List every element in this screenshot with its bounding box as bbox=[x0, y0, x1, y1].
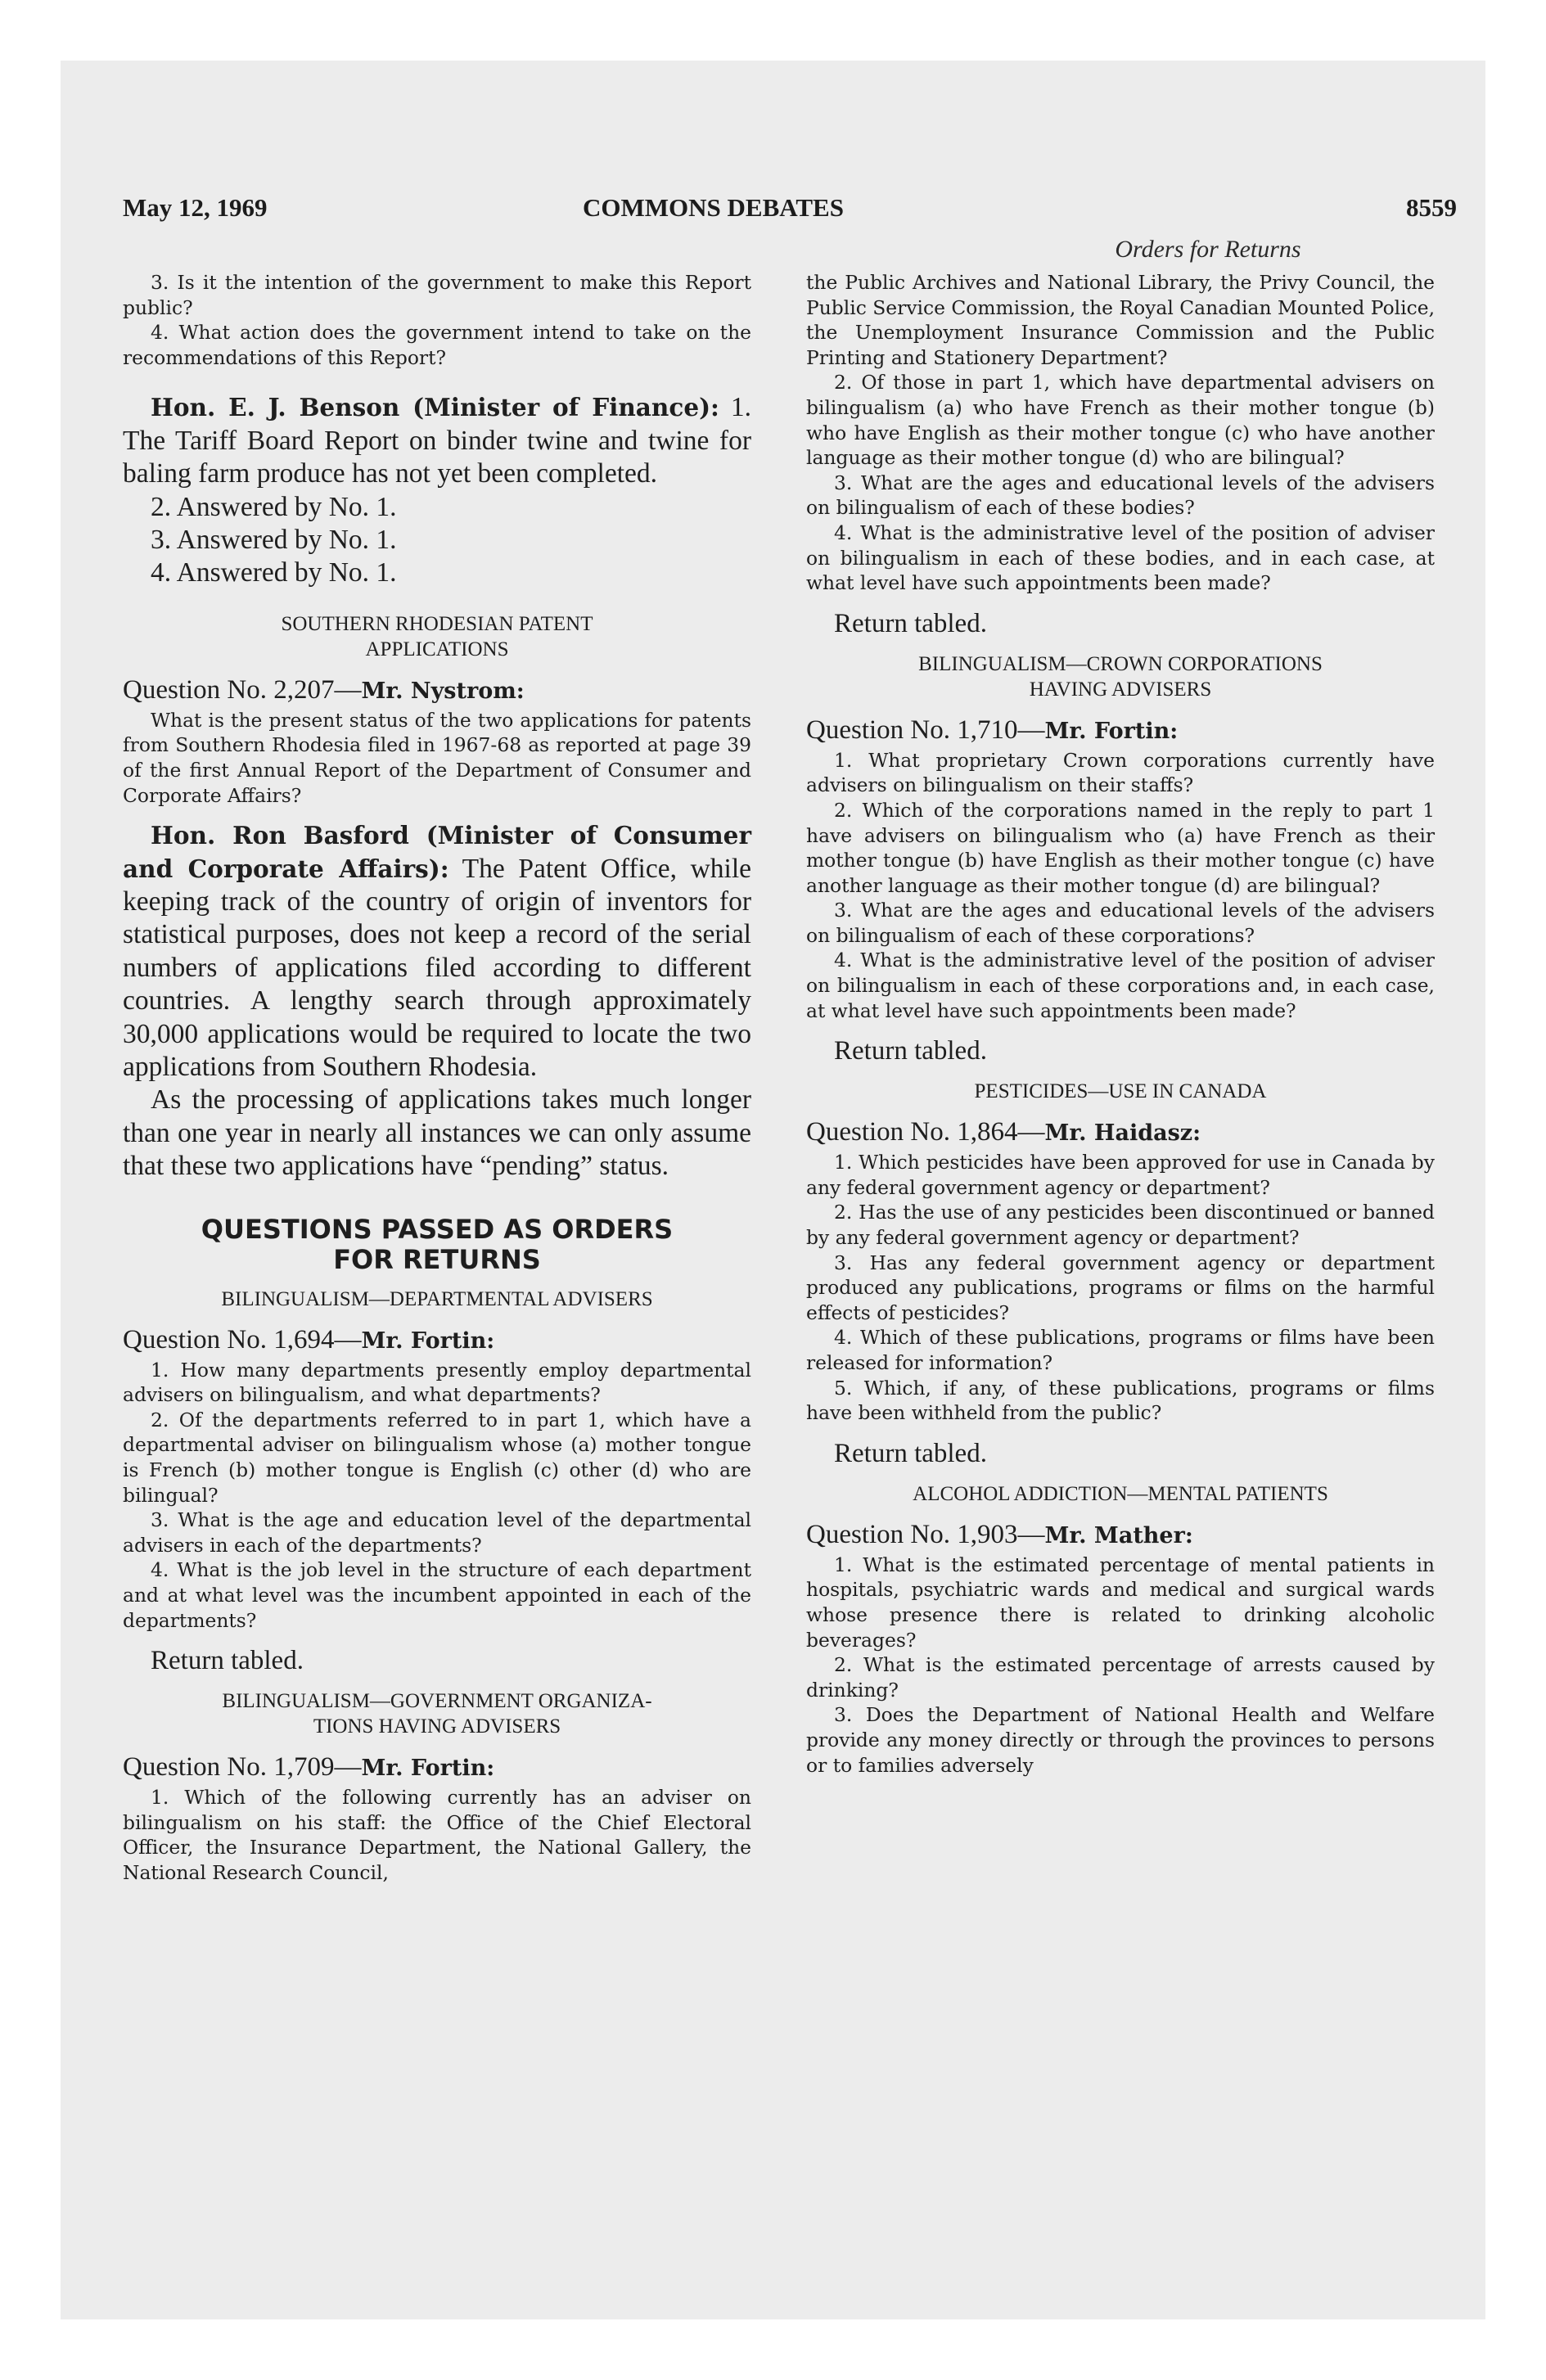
answer-paragraph bbox=[123, 391, 751, 490]
member-name: Mr. Haidasz: bbox=[1044, 1120, 1201, 1147]
answer-paragraph bbox=[123, 819, 751, 1084]
section-heading: PESTICIDES—USE IN CANADA bbox=[974, 1080, 1267, 1103]
question-number-line bbox=[123, 674, 751, 708]
question-item: 3. Does the Department of National Health and Welfare provide any money directly or through the provinces to persons or to families adversely bbox=[806, 1703, 1435, 1777]
answer-line: 2. Answered by No. 1. bbox=[151, 491, 397, 522]
question-item: 4. Which of these publications, programs or films have been released for information? bbox=[806, 1326, 1435, 1374]
section-heading: BILINGUALISM—CROWN CORPORATIONS bbox=[918, 652, 1323, 675]
return-tabled: Return tabled. bbox=[834, 608, 987, 638]
question-number-line bbox=[123, 1323, 751, 1358]
question-item: 4. What action does the government intend to take on the recommendations of this Report? bbox=[123, 321, 751, 369]
member-name: Mr. Fortin: bbox=[361, 1756, 495, 1782]
return-tabled: Return tabled. bbox=[151, 1646, 304, 1676]
question-item: 4. What is the administrative level of the position of adviser on bilingualism in each of these bodies, and in each case, at what level have such appointments been made? bbox=[806, 521, 1435, 595]
answer-text: The Patent Office, while keeping track of the country of origin of inventors for statistical purposes, does not keep a record of the serial numbers of applications filed according to different countries. A lengthy search through approximately 30,000 applications would be required to locate the two applications from Southern Rhodesia. bbox=[123, 853, 751, 1083]
page-number: 8559 bbox=[1406, 193, 1457, 222]
question-number: Question No. 1,710— bbox=[806, 714, 1045, 745]
question-item: 4. What is the job level in the structure of each department and at what level was the incumbent appointed in each of the departments? bbox=[123, 1558, 751, 1632]
question-number-line bbox=[806, 714, 1435, 748]
question-item: 2. What is the estimated percentage of arrests caused by drinking? bbox=[806, 1653, 1435, 1702]
member-name: Mr. Mather: bbox=[1044, 1522, 1193, 1548]
question-item: 2. Of those in part 1, which have departmental advisers on bilingualism (a) who have French as their mother tongue (b) who have English as their mother tongue (c) who have another language as their mother tongue (d) who are bilingual? bbox=[806, 371, 1435, 470]
question-number: Question No. 2,207— bbox=[123, 674, 362, 705]
section-heading: TIONS HAVING ADVISERS bbox=[313, 1715, 561, 1738]
section-heading: APPLICATIONS bbox=[365, 638, 509, 660]
question-item: 5. Which, if any, of these publications, programs or films have been withheld from the public? bbox=[806, 1376, 1435, 1425]
question-number-line bbox=[123, 1751, 751, 1785]
section-subtitle: Orders for Returns bbox=[1115, 236, 1301, 263]
question-item: What is the present status of the two applications for patents from Southern Rhodesia filed in 1967-68 as reported at page 39 of the first Annual Report of the Department of Consumer and Corporate Affairs? bbox=[123, 708, 751, 807]
question-item: 1. What is the estimated percentage of mental patients in hospitals, psychiatric wards and medical and surgical wards whose presence there is related to drinking alcoholic beverages? bbox=[806, 1553, 1435, 1652]
section-heading: ALCOHOL ADDICTION—MENTAL PATIENTS bbox=[913, 1482, 1328, 1505]
speaker-name: Hon. E. J. Benson (Minister of Finance): bbox=[151, 393, 719, 422]
section-heading: BILINGUALISM—DEPARTMENTAL ADVISERS bbox=[221, 1287, 653, 1310]
question-item: 1. How many departments presently employ departmental advisers on bilingualism, and what departments? bbox=[123, 1358, 751, 1407]
answer-paragraph: As the processing of applications takes much longer than one year in nearly all instances we can only assume that these two applications have “pending” status. bbox=[123, 1084, 751, 1182]
question-number: Question No. 1,709— bbox=[123, 1752, 362, 1783]
answer-line: 4. Answered by No. 1. bbox=[151, 557, 397, 588]
question-item: 1. Which pesticides have been approved for use in Canada by any federal government agency or department? bbox=[806, 1151, 1435, 1199]
question-item: 3. What is the age and education level of the departmental advisers in each of the departments? bbox=[123, 1508, 751, 1557]
question-item: 3. What are the ages and educational levels of the advisers on bilingualism of each of these bodies? bbox=[806, 471, 1435, 520]
section-heading: SOUTHERN RHODESIAN PATENT bbox=[281, 612, 593, 635]
question-item: the Public Archives and National Library, the Privy Council, the Public Service Commission, the Royal Canadian Mounted Police, the Unemployment Insurance Commission and the Public Printing and Stationery Department? bbox=[806, 271, 1436, 369]
question-number-line bbox=[806, 1518, 1435, 1553]
answer-text: 1. The Tariff Board Report on binder twine and twine for baling farm produce has not yet been completed. bbox=[123, 392, 751, 489]
speaker-name: Hon. Ron Basford (Minister of Consumer and Corporate Affairs): bbox=[123, 821, 751, 883]
question-number-line bbox=[806, 1116, 1435, 1150]
page-date: May 12, 1969 bbox=[123, 193, 268, 222]
major-heading: FOR RETURNS bbox=[333, 1243, 541, 1275]
member-name: Mr. Fortin: bbox=[1044, 718, 1179, 744]
question-item: 2. Has the use of any pesticides been discontinued or banned by any federal government agency or department? bbox=[806, 1201, 1435, 1250]
page-title: COMMONS DEBATES bbox=[583, 193, 844, 222]
section-heading: BILINGUALISM—GOVERNMENT ORGANIZA- bbox=[222, 1690, 652, 1713]
section-heading: HAVING ADVISERS bbox=[1029, 678, 1212, 701]
right-column bbox=[806, 270, 1435, 1778]
question-item: 3. Has any federal government agency or department produced any publications, programs or films on the harmful effects of pesticides? bbox=[806, 1251, 1435, 1324]
question-item: 2. Which of the corporations named in the reply to part 1 have advisers on bilingualism who (a) have French as their mother tongue (b) have English as their mother tongue (c) have another language as their mother tongue (d) are bilingual? bbox=[806, 798, 1435, 897]
question-item: 3. Is it the intention of the government to make this Report public? bbox=[123, 271, 751, 319]
question-number: Question No. 1,864— bbox=[806, 1117, 1045, 1147]
question-number: Question No. 1,903— bbox=[806, 1519, 1045, 1549]
left-column bbox=[123, 270, 751, 1886]
answer-line: 3. Answered by No. 1. bbox=[151, 525, 397, 555]
question-item: 1. Which of the following currently has an adviser on bilingualism on his staff: the Office of the Chief Electoral Officer, the Insurance Department, the National Gallery, the National Research Council, bbox=[123, 1786, 751, 1884]
member-name: Mr. Fortin: bbox=[361, 1327, 495, 1354]
question-item: 3. What are the ages and educational levels of the advisers on bilingualism of each of these corporations? bbox=[806, 899, 1435, 947]
major-heading: QUESTIONS PASSED AS ORDERS bbox=[201, 1213, 674, 1245]
return-tabled: Return tabled. bbox=[834, 1438, 987, 1468]
return-tabled: Return tabled. bbox=[834, 1036, 987, 1066]
member-name: Mr. Nystrom: bbox=[361, 678, 525, 704]
question-number: Question No. 1,694— bbox=[123, 1324, 362, 1355]
question-item: 2. Of the departments referred to in part 1, which have a departmental adviser on bilingualism whose (a) mother tongue is French (b) mother tongue is English (c) other (d) who are bilingual? bbox=[123, 1408, 751, 1507]
question-item: 1. What proprietary Crown corporations currently have advisers on bilingualism on their staffs? bbox=[806, 748, 1435, 797]
question-item: 4. What is the administrative level of the position of adviser on bilingualism in each of these corporations and, in each case, at what level have such appointments been made? bbox=[806, 949, 1435, 1022]
